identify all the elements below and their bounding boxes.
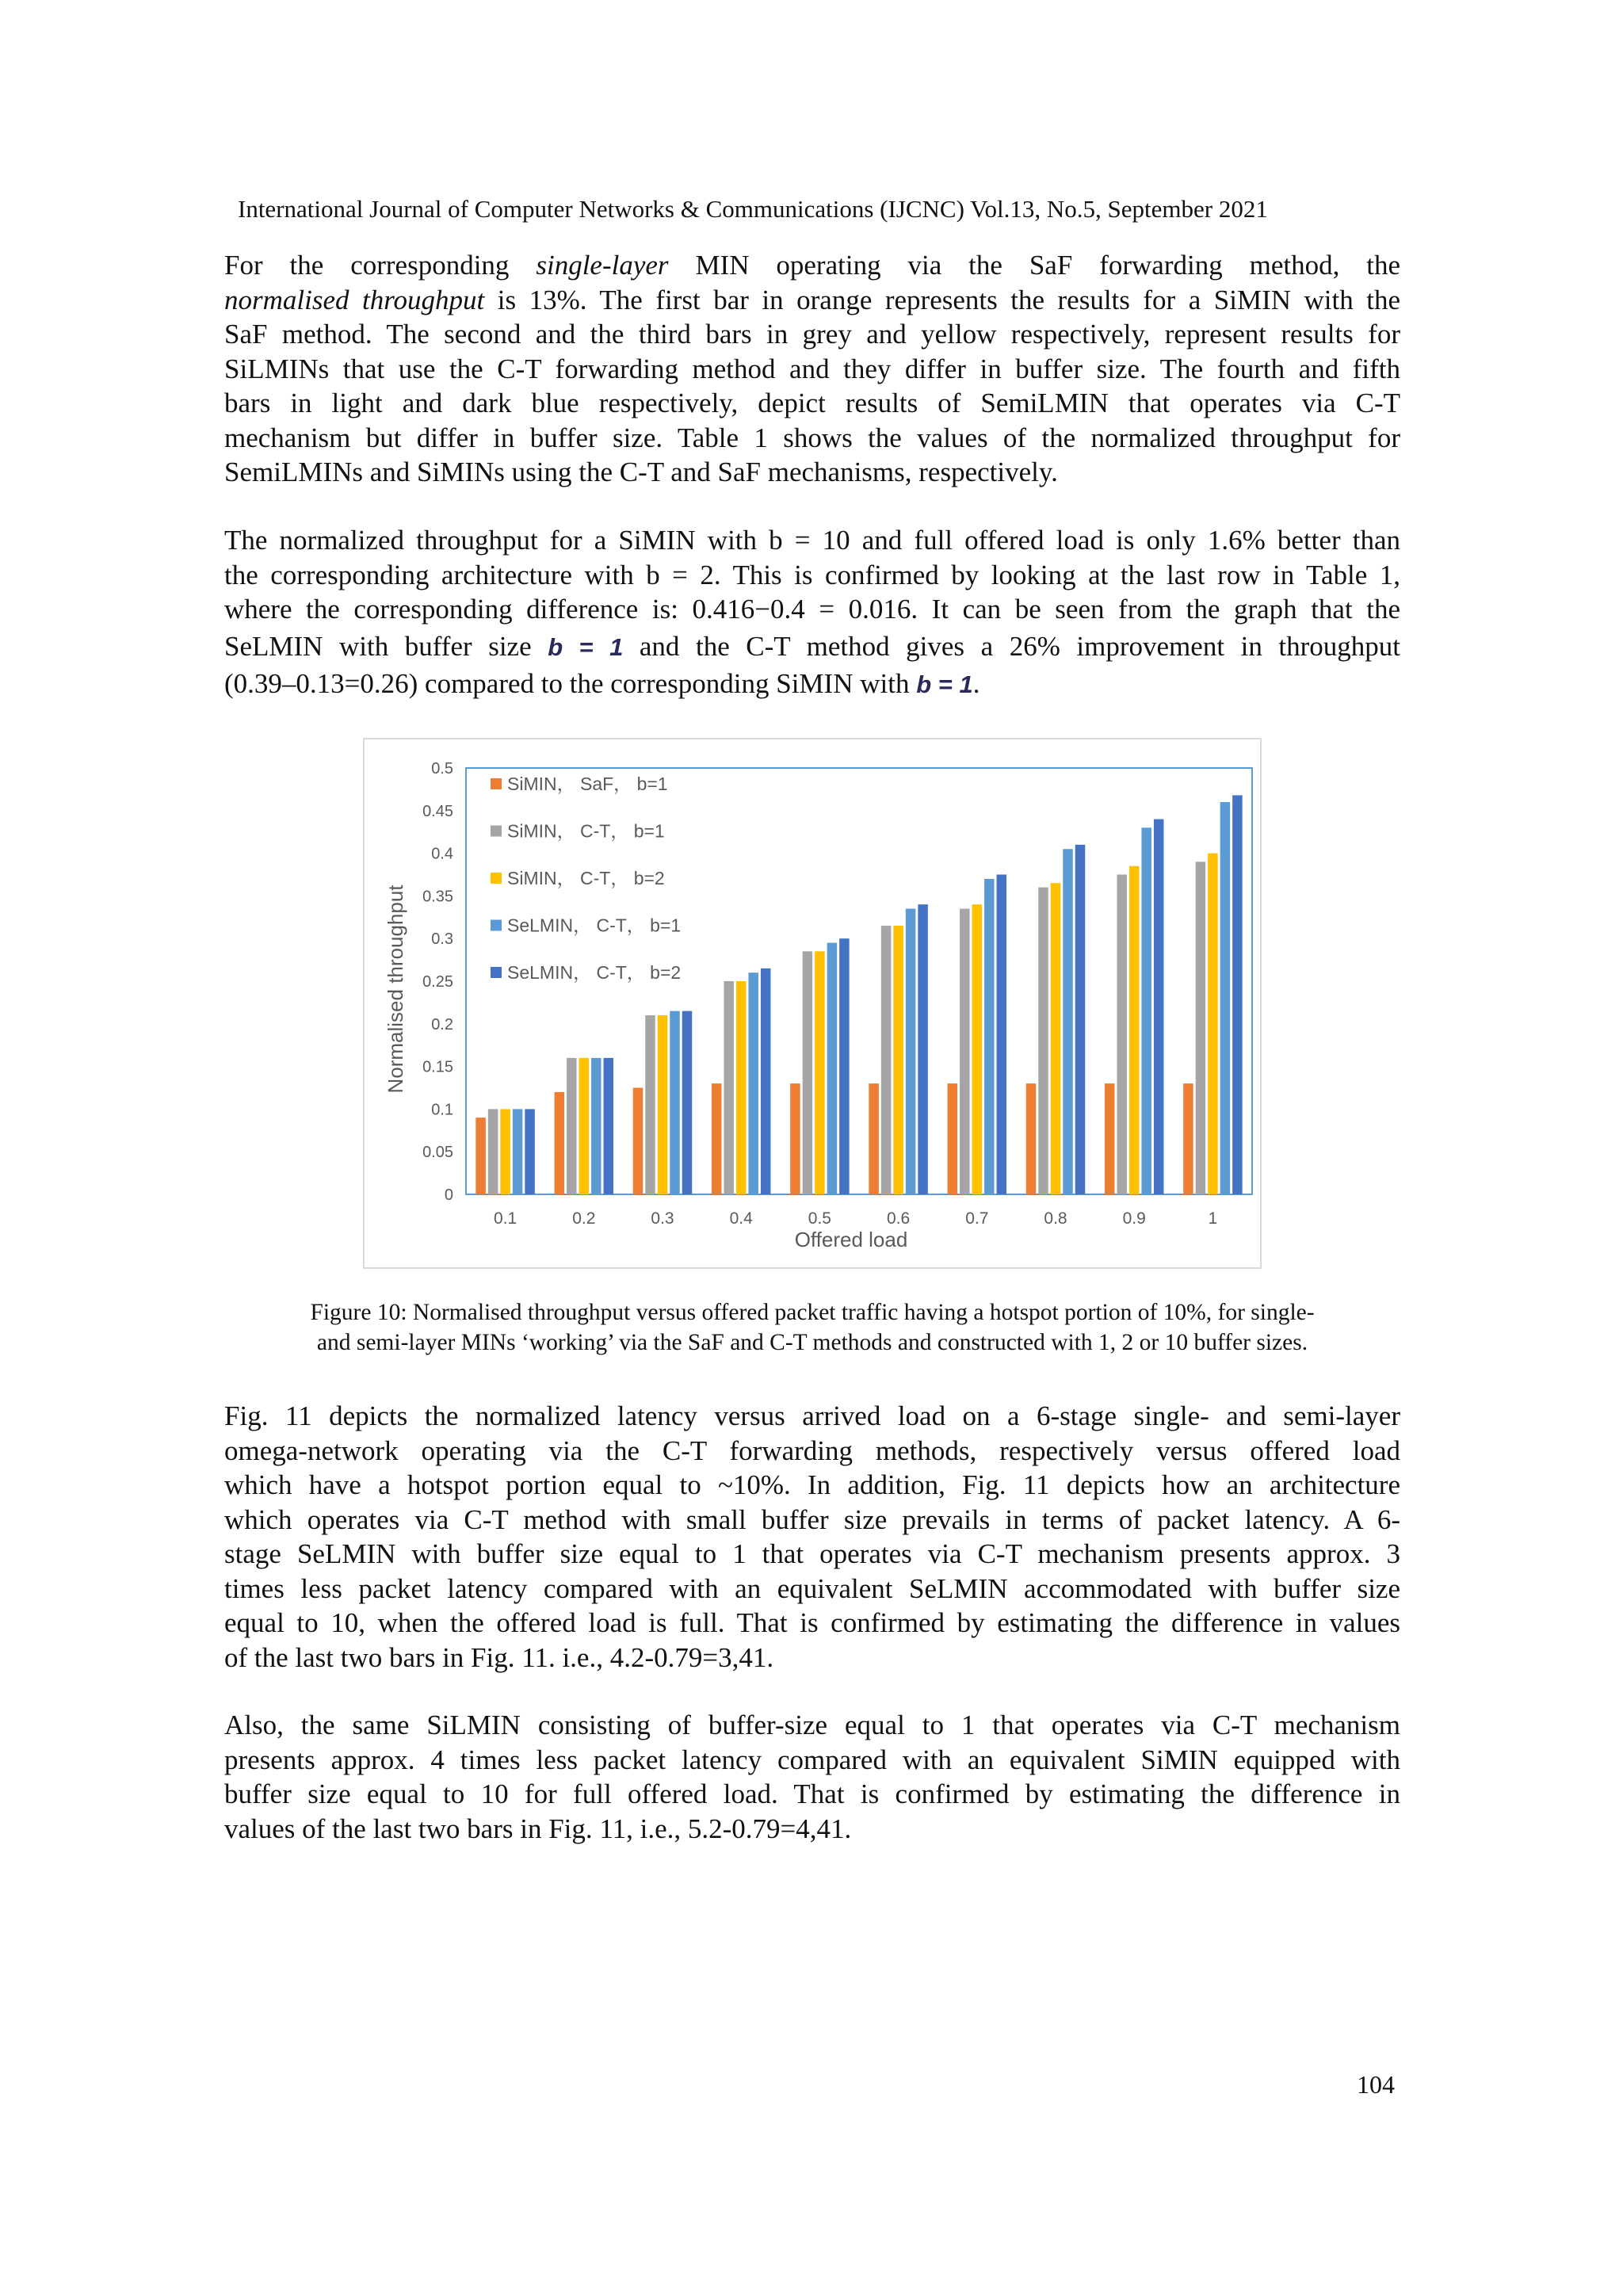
bar-5: [525, 1109, 535, 1194]
text-line: the corresponding architecture with b = 2. This is confirmed by looking at the last row in Table 1,: [224, 559, 1400, 590]
x-tick-label: 0.7: [965, 1209, 989, 1228]
bar-5: [918, 904, 928, 1194]
bar-5: [604, 1058, 614, 1194]
b-equals-1-symbol: b = 1: [548, 632, 624, 661]
bar-4: [827, 943, 838, 1194]
text-line: Also, the same SiLMIN consisting of buffer-size equal to 1 that operates via C-T mechanism: [224, 1710, 1400, 1740]
bar-5: [1154, 819, 1164, 1194]
bar-1: [1026, 1083, 1037, 1194]
bar-3: [500, 1109, 510, 1194]
paragraph-4: [224, 1708, 1400, 1846]
paragraph-2: [224, 523, 1400, 701]
bar-5: [997, 875, 1007, 1195]
bar-1: [948, 1083, 958, 1194]
legend-swatch: [491, 826, 502, 837]
text-line: times less packet latency compared with an equivalent SeLMIN accommodated with buffer size: [224, 1572, 1400, 1604]
x-axis-title: Offered load: [794, 1228, 908, 1251]
bar-1: [790, 1083, 800, 1194]
y-tick-label: 0.05: [422, 1144, 453, 1162]
bar-2: [881, 926, 892, 1194]
bar-4: [1063, 849, 1073, 1194]
bar-1: [475, 1117, 486, 1194]
bar-4: [748, 972, 758, 1194]
legend-label: SeLMIN， C-T， b=1: [507, 915, 682, 936]
text-line: SeLMIN with buffer size b = 1 and the C-T method gives a 26% improvement in throughput: [224, 630, 1400, 662]
bar-2: [803, 951, 813, 1194]
bar-3: [893, 926, 903, 1194]
text-line: omega-network operating via the C-T forwarding methods, respectively versus offered load: [224, 1435, 1400, 1466]
bar-4: [513, 1109, 523, 1194]
text-line: of the last two bars in Fig. 11. i.e., 4.2-0.79=3,41.: [224, 1641, 774, 1673]
bar-2: [724, 981, 734, 1194]
text-line: mechanism but differ in buffer size. Table 1 shows the values of the normalized throughput for: [224, 422, 1400, 453]
legend-swatch: [491, 778, 502, 789]
b-equals-1-symbol: b = 1: [916, 670, 973, 698]
bar-2: [1117, 875, 1127, 1195]
bar-1: [1183, 1083, 1193, 1194]
text-line: bars in light and dark blue respectively, depict results of SemiLMIN that operates via C-T: [224, 388, 1400, 418]
text-line: where the corresponding difference is: 0.416−0.4 = 0.016. It can be seen from the graph that the: [224, 594, 1400, 625]
text-line: SemiLMINs and SiMINs using the C-T and SaF mechanisms, respectively.: [224, 457, 1058, 487]
bar-4: [984, 879, 995, 1194]
bar-3: [1051, 883, 1061, 1194]
y-tick-label: 0.2: [431, 1015, 453, 1033]
bar-4: [591, 1058, 601, 1194]
bar-3: [736, 981, 747, 1194]
y-tick-label: 0.5: [431, 760, 453, 777]
y-tick-label: 0.1: [431, 1101, 453, 1119]
bar-2: [567, 1058, 577, 1194]
legend-swatch: [491, 920, 502, 931]
bar-1: [712, 1083, 722, 1194]
bar-5: [682, 1011, 693, 1194]
bar-3: [1129, 866, 1140, 1194]
y-tick-label: 0.45: [422, 802, 453, 820]
legend-label: SeLMIN， C-T， b=2: [507, 962, 682, 983]
text-line: stage SeLMIN with buffer size equal to 1 that operates via C-T mechanism presents approx. 3: [224, 1538, 1400, 1569]
x-tick-label: 0.9: [1122, 1209, 1146, 1228]
bar-1: [1105, 1083, 1115, 1194]
y-tick-label: 0: [444, 1186, 453, 1204]
bar-4: [906, 909, 916, 1194]
x-tick-label: 0.3: [651, 1209, 674, 1228]
x-tick-label: 0.2: [572, 1209, 596, 1228]
y-tick-label: 0.25: [422, 973, 453, 991]
page-number: 104: [1357, 2070, 1395, 2099]
y-tick-label: 0.4: [431, 845, 453, 863]
x-tick-label: 1: [1208, 1209, 1218, 1228]
text-line: SaF method. The second and the third bars in grey and yellow respectively, represent results for: [224, 319, 1400, 350]
paragraph-1: [224, 248, 1400, 490]
bar-1: [555, 1092, 565, 1194]
bar-1: [633, 1088, 643, 1195]
x-tick-label: 0.8: [1044, 1209, 1067, 1228]
text-line: Fig. 11 depicts the normalized latency versus arrived load on a 6-stage single- and semi-layer: [224, 1400, 1400, 1431]
bar-2: [1196, 861, 1206, 1194]
legend-swatch: [491, 873, 502, 884]
x-tick-label: 0.6: [886, 1209, 911, 1228]
text-line: SiLMINs that use the C-T forwarding method and they differ in buffer size. The fourth and fifth: [224, 353, 1400, 384]
text-line: which operates via C-T method with small buffer size prevails in terms of packet latency. A 6-: [224, 1503, 1400, 1535]
bar-4: [1141, 827, 1151, 1194]
text-line: buffer size equal to 10 for full offered load. That is confirmed by estimating the difference in: [224, 1778, 1400, 1809]
legend-label: SiMIN， SaF， b=1: [507, 774, 668, 794]
caption-line: and semi-layer MINs ‘working’ via the SaF and C-T methods and constructed with 1, 2 or 10 buffer sizes.: [316, 1330, 1308, 1355]
legend-label: SiMIN， C-T， b=1: [507, 820, 665, 842]
text-line: values of the last two bars in Fig. 11, i.e., 5.2-0.79=4,41.: [224, 1813, 852, 1844]
legend-swatch: [491, 967, 502, 978]
bar-3: [579, 1058, 590, 1194]
figure-caption: [224, 1297, 1400, 1358]
y-tick-label: 0.3: [431, 930, 453, 949]
journal-header: International Journal of Computer Networks & Communications (IJCNC) Vol.13, No.5, September 2021: [238, 195, 1268, 223]
bar-2: [960, 909, 970, 1194]
text-line: normalised throughput is 13%. The first bar in orange represents the results for a SiMIN with the: [224, 284, 1400, 315]
caption-line: Figure 10: Normalised throughput versus offered packet traffic having a hotspot portion of 10%, for single-: [310, 1300, 1315, 1325]
y-tick-label: 0.35: [422, 888, 453, 906]
text-line: For the corresponding single-layer MIN operating via the SaF forwarding method, the: [224, 250, 1401, 281]
bar-2: [488, 1109, 498, 1194]
text-line: The normalized throughput for a SiMIN with b = 10 and full offered load is only 1.6% better than: [224, 525, 1400, 556]
x-tick-label: 0.1: [493, 1209, 517, 1228]
text-line: equal to 10, when the offered load is full. That is confirmed by estimating the difference in values: [224, 1607, 1400, 1638]
bar-4: [670, 1011, 680, 1194]
bar-3: [972, 904, 983, 1194]
throughput-bar-chart: [365, 739, 1260, 1267]
bar-5: [1075, 845, 1086, 1194]
bar-3: [658, 1015, 668, 1194]
legend-label: SiMIN， C-T， b=2: [507, 868, 665, 888]
y-axis-title: Normalised throughput: [384, 884, 407, 1094]
paragraph-3: [224, 1399, 1400, 1675]
bar-1: [869, 1083, 879, 1194]
bar-5: [839, 938, 850, 1194]
bar-2: [645, 1015, 655, 1194]
bar-3: [1208, 854, 1218, 1194]
text-line: (0.39–0.13=0.26) compared to the corresponding SiMIN with b = 1.: [224, 667, 980, 699]
text-line: presents approx. 4 times less packet latency compared with an equivalent SiMIN equipped with: [224, 1744, 1400, 1775]
bar-5: [1232, 795, 1243, 1194]
x-tick-label: 0.5: [808, 1209, 832, 1228]
bar-3: [815, 951, 825, 1194]
figure-10-chart: [363, 738, 1262, 1269]
bar-2: [1038, 888, 1048, 1194]
text-line: which have a hotspot portion equal to ~10%. In addition, Fig. 11 depicts how an architecture: [224, 1469, 1400, 1500]
x-tick-label: 0.4: [729, 1209, 753, 1228]
y-tick-label: 0.15: [422, 1058, 453, 1076]
bar-4: [1220, 802, 1231, 1194]
bar-5: [761, 968, 771, 1194]
